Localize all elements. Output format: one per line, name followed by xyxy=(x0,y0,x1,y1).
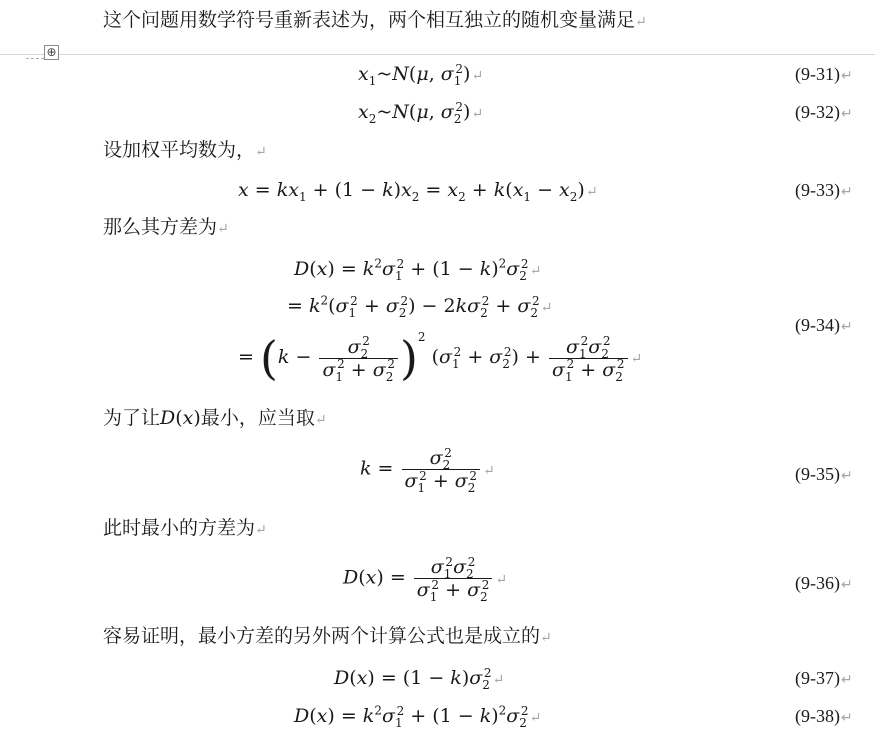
paragraph-other-formulas: 容易证明，最小方差的另外两个计算公式也是成立的↵ xyxy=(103,625,552,647)
equation-9-36: D(x) = $\frac{\sigma_1^2\sigma_2^2}{\sigma_1^2 + \sigma_2^2}$ ↵ xyxy=(343,554,508,604)
paragraph-min-variance: 此时最小的方差为↵ xyxy=(103,517,267,539)
paragraph-minimize: 为了让D(x)最小，应当取↵ xyxy=(103,407,327,429)
table-dashed-border xyxy=(26,58,44,59)
equation-9-34-line-2: = $k^2(\sigma_1^2 + \sigma_2^2) - 2k\sigma_2^2$ + $\sigma_2^2↵$ xyxy=(287,293,553,320)
equation-number: (9-35)↵ xyxy=(795,464,853,484)
table-move-handle-icon[interactable]: ⊕ xyxy=(44,45,59,60)
equation-9-37: $D(x) = (1 - k)\sigma_2^2↵$ xyxy=(334,665,505,692)
equation-number: (9-32)↵ xyxy=(795,102,853,122)
equation-number: (9-36)↵ xyxy=(795,573,853,593)
equation-number: (9-34)↵ xyxy=(795,315,853,335)
equation-9-35: k = $\frac{\sigma_2^2}{\sigma_1^2 + \sigma_2^2}$ ↵ xyxy=(360,445,495,495)
table-border xyxy=(0,54,875,55)
paragraph-intro: 这个问题用数学符号重新表述为，两个相互独立的随机变量满足↵ xyxy=(103,9,647,31)
paragraph-weighted-mean: 设加权平均数为，↵ xyxy=(103,139,267,161)
equation-9-33: $x = kx_1 + (1 - k)x_2 = x_2 + k(x_1$ − $x_2)↵$ xyxy=(238,179,598,204)
equation-number: (9-33)↵ xyxy=(795,180,853,200)
equation-9-31: $x_1\sim N(\mu$, $\sigma_1^2)↵$ xyxy=(358,61,484,88)
equation-9-34-line-1: $D(x) = k^2\sigma_1^2 + (1$ − $k)^2\sigma_2^2↵$ xyxy=(294,256,542,283)
equation-9-34-line-3: = (k − $\frac{\sigma_2^2}{\sigma_1^2 + \sigma_2^2}$ )$^2$ $(\sigma_1^2 + \sigma_2^2)$ + $\frac{\sigma_1^2\sigma_2^2}{\sigma_1^2 + \sigma_2^2}$ ↵ xyxy=(238,330,643,385)
equation-number: (9-37)↵ xyxy=(795,668,853,688)
equation-number: (9-38)↵ xyxy=(795,706,853,726)
equation-9-38: $D(x) = k^2\sigma_1^2 + (1$ − $k)^2\sigma_2^2↵$ xyxy=(294,703,542,730)
paragraph-mark: ↵ xyxy=(635,14,647,30)
paragraph-variance: 那么其方差为↵ xyxy=(103,216,229,238)
equation-9-32: $x_2\sim N(\mu$, $\sigma_2^2)↵$ xyxy=(358,99,484,126)
equation-number: (9-31)↵ xyxy=(795,64,853,84)
